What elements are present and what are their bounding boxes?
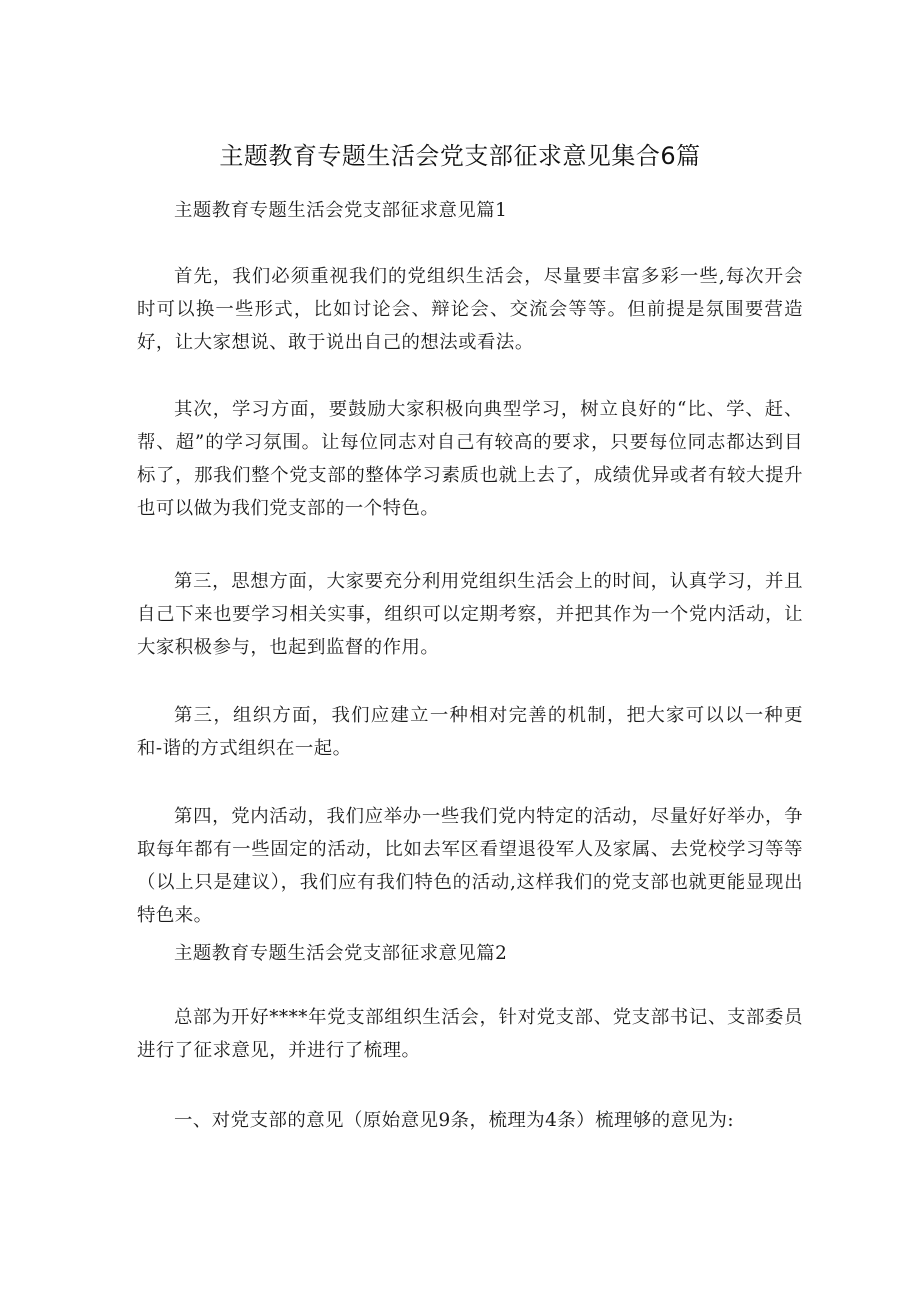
section-heading-2: 主题教育专题生活会党支部征求意见篇2 bbox=[174, 943, 508, 964]
paragraph-6: 总部为开好****年党支部组织生活会，针对党支部、党支部书记、支部委员进行了征求意见，并进行了梳理。 bbox=[137, 1007, 803, 1061]
paragraph-7: 一、对党支部的意见（原始意见9条，梳理为4条）梳理够的意见为: bbox=[174, 1110, 735, 1131]
document-title: 主题教育专题生活会党支部征求意见集合6篇 bbox=[219, 142, 701, 171]
paragraph-5: 第四，党内活动，我们应举办一些我们党内特定的活动，尽量好好举办，争取每年都有一些固定的活动，比如去军区看望退役军人及家属、去党校学习等等（以上只是建议），我们应有我们特色的活动,这样我们的党支部也就更能显现出特色来。 bbox=[137, 806, 803, 926]
paragraph-2: 其次，学习方面，要鼓励大家积极向典型学习，树立良好的“比、学、赶、帮、超”的学习氛围。让每位同志对自己有较高的要求，只要每位同志都达到目标了，那我们整个党支部的整体学习素质也就上去了，成绩优异或者有较大提升也可以做为我们党支部的一个特色。 bbox=[137, 399, 803, 519]
section-heading-1: 主题教育专题生活会党支部征求意见篇1 bbox=[174, 200, 508, 221]
paragraph-1: 首先，我们必须重视我们的党组织生活会，尽量要丰富多彩一些,每次开会时可以换一些形式，比如讨论会、辩论会、交流会等等。但前提是氛围要营造好，让大家想说、敢于说出自己的想法或看法。 bbox=[137, 266, 803, 353]
paragraph-4: 第三，组织方面，我们应建立一种相对完善的机制，把大家可以以一种更和-谐的方式组织在一起。 bbox=[137, 705, 803, 759]
paragraph-3: 第三，思想方面，大家要充分利用党组织生活会上的时间，认真学习，并且自己下来也要学习相关实事，组织可以定期考察，并把其作为一个党内活动，让大家积极参与，也起到监督的作用。 bbox=[137, 571, 803, 658]
